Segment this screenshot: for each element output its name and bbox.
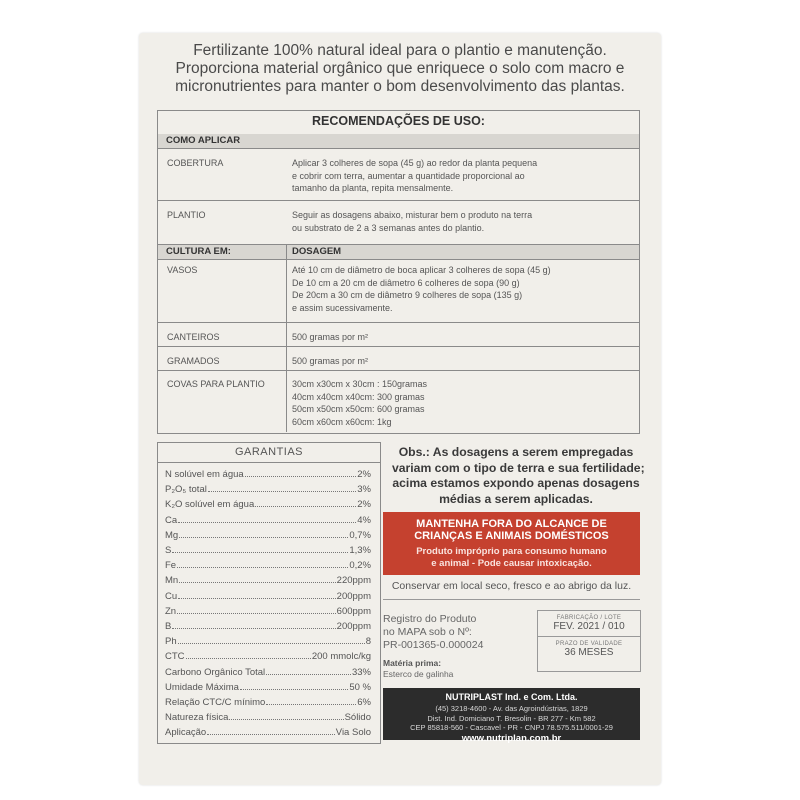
guarantee-value: 2% (357, 469, 371, 480)
registry-info (383, 613, 483, 652)
guarantee-row (165, 650, 371, 662)
text-line: 50cm x50cm x50cm: 600 gramas (292, 404, 425, 414)
validity-label: PRAZO DE VALIDADE (555, 641, 623, 647)
guarantee-value: 50 % (349, 681, 371, 693)
dose-header: DOSAGEM (292, 246, 342, 257)
warning-subtitle (383, 546, 640, 570)
column-divider (286, 245, 287, 432)
row-divider (158, 148, 639, 149)
intro-line: Fertilizante 100% natural ideal para o plantio e manutenção. (193, 42, 607, 59)
obs-note (392, 445, 645, 507)
guarantee-value: 220ppm (336, 575, 371, 587)
intro-line: micronutrientes para manter o bom desenvolvimento das plantas. (175, 78, 625, 95)
guarantee-label: Natureza física (165, 712, 229, 724)
guarantees-divider (158, 462, 380, 463)
guarantee-value: 1,3% (349, 545, 371, 556)
fabrication-label: FABRICAÇÃO / LOTE (556, 615, 622, 621)
guarantee-value: 4% (357, 514, 371, 526)
guarantee-value: 0,7% (349, 529, 371, 541)
row-divider (158, 370, 639, 371)
guarantee-label: Ca (165, 514, 178, 526)
gramados-text: 500 gramas por m² (292, 356, 369, 366)
warning-line: e animal - Pode causar intoxicação. (431, 558, 592, 569)
address-line: Dist. Ind. Domiciano T. Bresolin - BR 277 - Km 582 (427, 713, 596, 723)
guarantee-label: P₂O₅ total (165, 484, 207, 496)
guarantee-value: Via Solo (335, 727, 371, 739)
guarantee-label: S (165, 545, 172, 556)
guarantee-row (165, 514, 371, 526)
guarantee-value: Sólido (344, 712, 371, 724)
storage-divider (383, 599, 640, 600)
guarantee-row (165, 574, 371, 586)
guarantee-row (165, 498, 371, 510)
guarantee-label: K₂O solúvel em água (165, 499, 255, 511)
guarantee-row (165, 696, 371, 708)
guarantee-value: 200ppm (336, 590, 371, 602)
warning-line: Produto impróprio para consumo humano (416, 546, 607, 557)
obs-line: Obs.: As dosagens a serem empregadas (398, 445, 634, 459)
guarantees-title: GARANTIAS (234, 446, 304, 458)
text-line: Seguir as dosagens abaixo, misturar bem o produto na terra (292, 210, 533, 220)
guarantee-row (165, 726, 371, 738)
guarantee-label: Carbono Orgânico Total (165, 666, 266, 678)
guarantee-label: Umidade Máxima (165, 681, 239, 693)
guarantee-leader (208, 491, 356, 492)
guarantee-leader (178, 643, 365, 644)
how-to-apply-header (158, 134, 639, 148)
company-address (383, 704, 640, 733)
warning-line: MANTENHA FORA DO ALCANCE DE (416, 518, 607, 530)
guarantee-leader (229, 719, 343, 720)
guarantee-row (165, 590, 371, 602)
guarantee-row (165, 483, 371, 495)
fabrication-value: FEV. 2021 / 010 (553, 621, 625, 632)
warning-title (383, 518, 640, 542)
guarantee-leader (207, 734, 335, 735)
how-to-apply-label: COMO APLICAR (166, 135, 241, 146)
guarantee-leader (172, 628, 335, 629)
lot-box (537, 610, 641, 672)
guarantee-row (165, 666, 371, 678)
guarantee-row (165, 711, 371, 723)
obs-line: acima estamos expondo apenas dosagens (392, 476, 640, 490)
guarantee-value: 2% (357, 499, 371, 511)
guarantee-value: 3% (357, 484, 371, 496)
obs-line: variam com o tipo de terra e sua fertilidade; (392, 460, 645, 475)
plantio-text (292, 209, 532, 234)
raw-material-label: Matéria prima: (383, 658, 442, 668)
guarantee-label: N solúvel em água (165, 469, 244, 480)
covas-label: COVAS PARA PLANTIO (167, 379, 265, 389)
gramados-label: GRAMADOS (167, 356, 220, 366)
guarantee-leader (178, 522, 356, 523)
crop-dose-header (158, 244, 639, 260)
canteiros-label: CANTEIROS (167, 332, 220, 342)
guarantee-leader (179, 582, 335, 583)
guarantee-label: Ph (165, 636, 177, 648)
text-line: 30cm x30cm x 30cm : 150gramas (292, 379, 428, 389)
registry-line: no MAPA sob o Nº: (383, 626, 472, 638)
obs-line: médias a serem aplicadas. (439, 491, 593, 506)
registry-line: Registro do Produto (383, 613, 477, 625)
guarantee-leader (179, 537, 348, 538)
guarantee-leader (255, 506, 356, 507)
storage-note: Conservar em local seco, fresco e ao abrigo da luz. (391, 580, 632, 592)
text-line: e assim sucessivamente. (292, 302, 393, 313)
row-divider (158, 200, 639, 201)
address-line: CEP 85818-560 - Cascavel - PR - CNPJ 78.575.511/0001-29 (410, 723, 613, 732)
guarantee-label: Aplicação (165, 727, 207, 739)
guarantee-leader (177, 567, 348, 568)
cobertura-text (292, 157, 537, 195)
guarantee-value: 600ppm (336, 605, 371, 617)
guarantee-row (165, 559, 371, 571)
guarantee-leader (266, 674, 351, 675)
canteiros-text: 500 gramas por m² (292, 332, 369, 342)
guarantee-label: B (165, 621, 172, 632)
guarantee-value: 6% (357, 697, 371, 708)
guarantee-label: Cu (165, 590, 178, 602)
text-line: ou substrato de 2 a 3 semanas antes do plantio. (292, 222, 485, 233)
warning-box (383, 512, 640, 575)
guarantee-row (165, 605, 371, 617)
recommendations-title: RECOMENDAÇÕES DE USO: (312, 114, 485, 128)
address-line: (45) 3218-4600 - Av. das Agroindústrias, 1829 (435, 704, 588, 713)
text-line: 60cm x60cm x60cm: 1kg (292, 416, 392, 427)
row-divider (158, 322, 639, 323)
guarantee-leader (178, 598, 336, 599)
guarantee-row (165, 544, 371, 556)
guarantee-leader (186, 658, 311, 659)
guarantee-row (165, 635, 371, 647)
guarantee-label: Relação CTC/C mínimo (165, 697, 266, 708)
row-divider (158, 346, 639, 347)
guarantee-label: Fe (165, 560, 177, 572)
text-line: tamanho da planta, repita mensalmente. (292, 183, 454, 193)
text-line: De 20cm a 30 cm de diâmetro 9 colheres de sopa (135 g) (292, 290, 523, 300)
guarantee-value: 200 mmolc/kg (311, 651, 371, 663)
guarantee-row (165, 529, 371, 541)
guarantee-leader (172, 552, 348, 553)
guarantee-row (165, 681, 371, 693)
text-line: Aplicar 3 colheres de sopa (45 g) ao redor da planta pequena (292, 158, 538, 168)
intro-line: Proporciona material orgânico que enriquece o solo com macro e (175, 60, 625, 77)
registry-number: PR-001365-0.000024 (383, 639, 484, 651)
intro-text (160, 42, 640, 96)
company-website: www.nutriplan.com.br (461, 732, 562, 744)
guarantee-label: Zn (165, 605, 177, 617)
guarantee-label: CTC (165, 651, 185, 663)
guarantee-leader (266, 704, 356, 705)
text-line: 40cm x40cm x40cm: 300 gramas (292, 391, 425, 402)
guarantee-row (165, 468, 371, 480)
guarantee-value: 200ppm (336, 621, 371, 632)
guarantee-leader (177, 613, 336, 614)
guarantee-label: Mg (165, 529, 179, 541)
vasos-text (292, 264, 551, 314)
validity-value: 36 MESES (564, 647, 614, 658)
guarantee-leader (240, 689, 348, 690)
plantio-label: PLANTIO (167, 210, 206, 220)
text-line: De 10 cm a 20 cm de diâmetro 6 colheres de sopa (90 g) (292, 277, 520, 288)
guarantee-value: 8 (365, 636, 371, 648)
covas-text (292, 378, 427, 428)
guarantee-row (165, 620, 371, 632)
guarantee-value: 0,2% (349, 560, 371, 572)
text-line: Até 10 cm de diâmetro de boca aplicar 3 colheres de sopa (45 g) (292, 265, 551, 275)
text-line: e cobrir com terra, aumentar a quantidade proporcional ao (292, 170, 525, 181)
raw-material-value: Esterco de galinha (383, 669, 454, 679)
guarantee-leader (245, 476, 357, 477)
vasos-label: VASOS (167, 265, 198, 275)
guarantee-value: 33% (351, 666, 371, 678)
guarantee-label: Mn (165, 575, 179, 587)
company-name: NUTRIPLAST Ind. e Com. Ltda. (445, 692, 578, 702)
cobertura-label: COBERTURA (167, 158, 224, 168)
lot-divider (538, 636, 640, 637)
company-box (383, 688, 640, 744)
warning-line: CRIANÇAS E ANIMAIS DOMÉSTICOS (414, 530, 609, 542)
crop-header: CULTURA EM: (166, 246, 231, 257)
